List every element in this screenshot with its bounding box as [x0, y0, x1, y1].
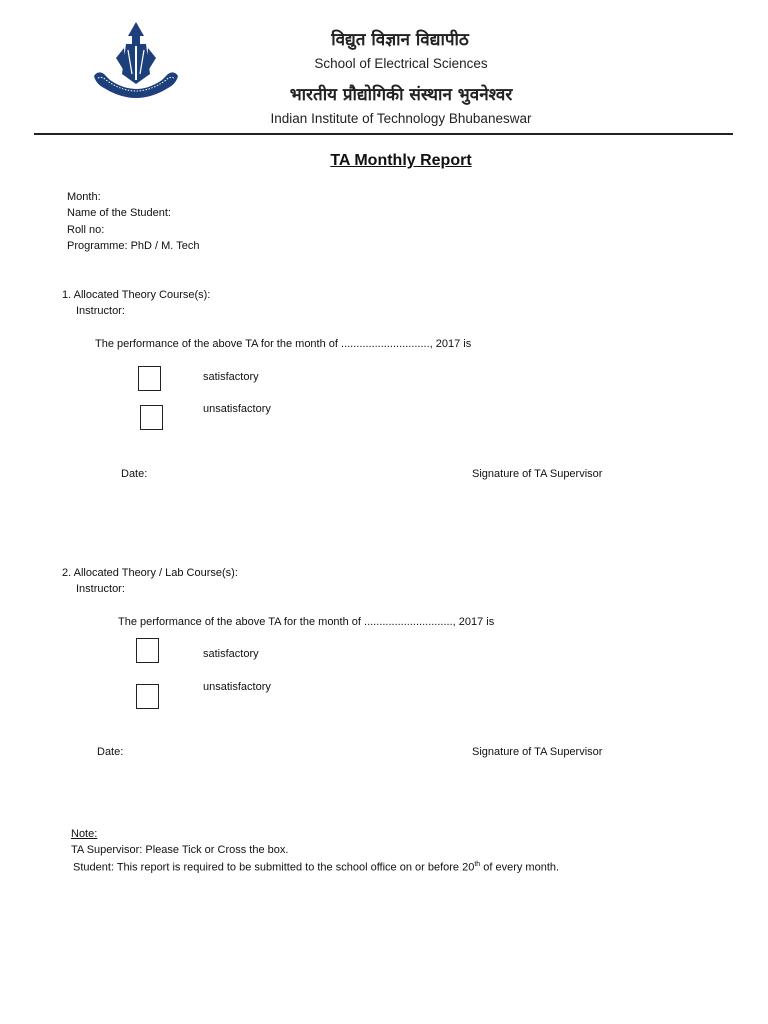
roll-number-label: Roll no: [67, 224, 105, 236]
section-1-date-label: Date: [121, 468, 148, 480]
school-name-hindi: विद्युत विज्ञान विद्यापीठ [331, 30, 469, 50]
section-2-date-label: Date: [97, 746, 124, 758]
section-2-performance: The performance of the above TA for the month of ............................., 2017 is [118, 616, 495, 628]
note-student-instruction [73, 861, 559, 874]
month-label: Month: [67, 191, 101, 203]
institute-name-english: Indian Institute of Technology Bhubaneswar [270, 111, 532, 126]
student-name-label: Name of the Student: [67, 207, 171, 219]
section-2-unsatisfactory-label: unsatisfactory [203, 681, 271, 693]
section-2-unsatisfactory-checkbox[interactable] [136, 684, 159, 709]
section-1-satisfactory-checkbox[interactable] [138, 366, 161, 391]
section-1-satisfactory-label: satisfactory [203, 371, 259, 383]
school-name-english: School of Electrical Sciences [314, 56, 488, 71]
section-1-instructor: Instructor: [76, 305, 125, 317]
section-2-satisfactory-label: satisfactory [203, 648, 259, 660]
note-heading: Note: [71, 828, 98, 840]
note-supervisor-instruction: TA Supervisor: Please Tick or Cross the box. [71, 844, 289, 856]
section-1-unsatisfactory-checkbox[interactable] [140, 405, 163, 430]
section-2-instructor: Instructor: [76, 583, 125, 595]
section-2-heading: 2. Allocated Theory / Lab Course(s): [62, 567, 238, 579]
programme-label: Programme: PhD / M. Tech [67, 240, 200, 252]
institute-name-hindi: भारतीय प्रौद्योगिकी संस्थान भुवनेश्वर [289, 85, 513, 105]
section-1-signature-label: Signature of TA Supervisor [472, 468, 603, 480]
note-student-text-end: of every month. [480, 861, 560, 874]
header-divider [34, 133, 733, 135]
page-title: TA Monthly Report [330, 152, 472, 169]
section-1-performance: The performance of the above TA for the month of ............................., 2017 is [95, 338, 472, 350]
section-1-heading: 1. Allocated Theory Course(s): [62, 289, 211, 301]
section-2-satisfactory-checkbox[interactable] [136, 638, 159, 663]
note-student-superscript: th [474, 861, 481, 868]
section-2-signature-label: Signature of TA Supervisor [472, 746, 603, 758]
note-student-text: Student: This report is required to be submitted to the school office on or before 20 [73, 861, 475, 874]
section-1-unsatisfactory-label: unsatisfactory [203, 403, 271, 415]
